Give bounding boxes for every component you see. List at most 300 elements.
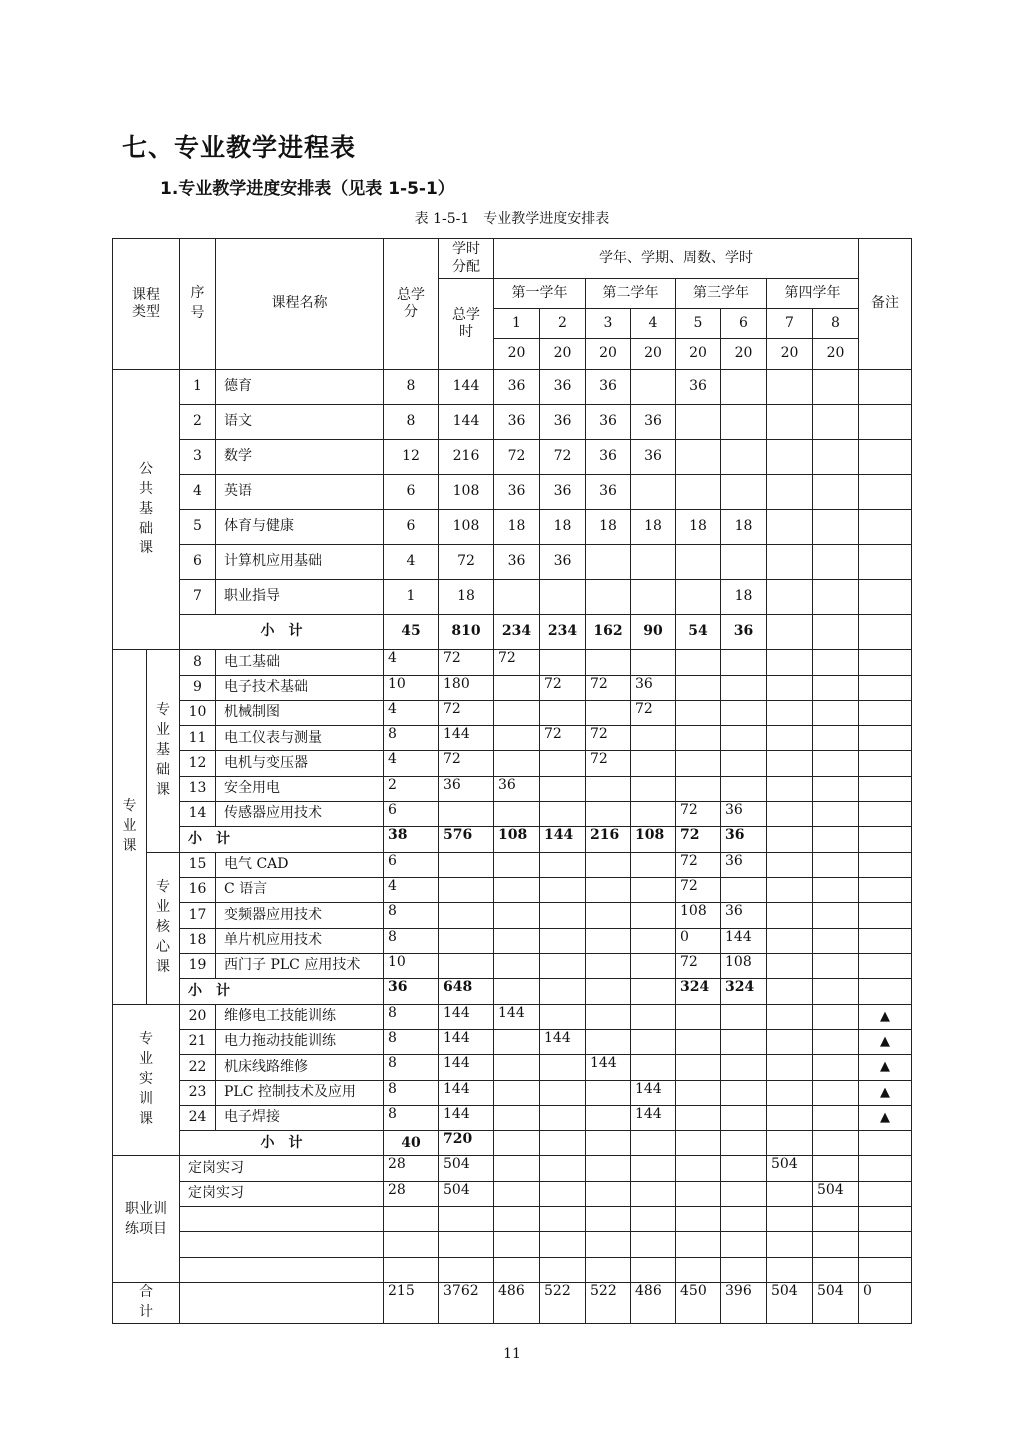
- course-seq: 4: [180, 475, 216, 510]
- empty-cell: [676, 1257, 721, 1282]
- term-3-hours: [586, 650, 631, 675]
- term-3-hours: [586, 979, 631, 1004]
- term-4-hours: [631, 979, 676, 1004]
- term-4-hours: [631, 1029, 676, 1054]
- group-practice: [113, 1004, 180, 1156]
- empty-cell: [631, 1232, 676, 1257]
- term-7-hours: [767, 405, 813, 440]
- term-8-hours: [813, 776, 859, 801]
- total-hours-cell: 648: [439, 979, 494, 1004]
- empty-cell: [494, 1232, 540, 1257]
- term-8-hours: [813, 827, 859, 852]
- term-1-hours: [494, 726, 540, 751]
- remark-cell: ▲: [859, 1105, 912, 1130]
- remark-cell: [859, 370, 912, 405]
- credits-cell: 28: [384, 1156, 439, 1181]
- term-6-hours: [721, 751, 767, 776]
- term-5-hours: [676, 1055, 721, 1080]
- table-row-empty: [113, 1232, 912, 1257]
- total-hours-cell: [439, 878, 494, 903]
- term-7-hours: [767, 751, 813, 776]
- term-2-hours: 72: [540, 675, 586, 700]
- credits-cell: 6: [384, 802, 439, 827]
- total-hours-cell: 144: [439, 1055, 494, 1080]
- table-row-r10: [113, 700, 912, 725]
- term-5-hours: [676, 776, 721, 801]
- table-row-r3: [113, 440, 912, 475]
- empty-cell: [676, 1207, 721, 1232]
- term-8-hours: [813, 852, 859, 877]
- term-1-hours: [494, 979, 540, 1004]
- course-name: 电机与变压器: [216, 751, 384, 776]
- course-name: 安全用电: [216, 776, 384, 801]
- credits-cell: 8: [384, 1080, 439, 1105]
- subtotal-label: 小 计: [180, 1131, 384, 1156]
- term-2-hours: 234: [540, 615, 586, 650]
- header-weeks-term-4: 20: [631, 339, 676, 370]
- term-3-hours: 162: [586, 615, 631, 650]
- term-1-hours: 72: [494, 650, 540, 675]
- term-5-hours: [676, 1181, 721, 1206]
- total-hours-cell: 108: [439, 475, 494, 510]
- term-3-hours: [586, 1004, 631, 1029]
- term-5-hours: [676, 1131, 721, 1156]
- group-major-basic-label: 专业基础课: [156, 702, 170, 798]
- term-1-hours: 36: [494, 475, 540, 510]
- term-6-hours: [721, 1181, 767, 1206]
- term-2-hours: [540, 928, 586, 953]
- header-weeks-term-8: 20: [813, 339, 859, 370]
- term-4-hours: [631, 650, 676, 675]
- term-7-hours: [767, 726, 813, 751]
- remark-cell: [859, 615, 912, 650]
- total-hours-cell: 144: [439, 726, 494, 751]
- training-item-name: 定岗实习: [180, 1156, 384, 1181]
- remark-cell: [859, 852, 912, 877]
- remark-cell: [859, 580, 912, 615]
- term-8-hours: [813, 1131, 859, 1156]
- table-row-empty: [113, 1207, 912, 1232]
- remark-cell: [859, 440, 912, 475]
- empty-cell: [180, 1232, 384, 1257]
- term-2-hours: 36: [540, 370, 586, 405]
- empty-cell: [767, 1232, 813, 1257]
- empty-cell: [586, 1257, 631, 1282]
- term-5-hours: [676, 650, 721, 675]
- credits-cell: 38: [384, 827, 439, 852]
- term-3-hours: 36: [586, 370, 631, 405]
- table-row-r17: [113, 903, 912, 928]
- term-3-hours: [586, 1105, 631, 1130]
- term-4-hours: 486: [631, 1283, 676, 1324]
- sub-heading: 1.专业教学进度安排表（见表 1-5-1）: [160, 179, 455, 199]
- term-3-hours: 36: [586, 405, 631, 440]
- term-6-hours: [721, 1156, 767, 1181]
- credits-cell: 1: [384, 580, 439, 615]
- group-public-basic-label: 公共基础课: [139, 460, 153, 557]
- term-3-hours: [586, 1181, 631, 1206]
- term-8-hours: [813, 580, 859, 615]
- credits-cell: 28: [384, 1181, 439, 1206]
- total-hours-cell: 72: [439, 700, 494, 725]
- remark-cell: [859, 928, 912, 953]
- course-seq: 17: [180, 903, 216, 928]
- term-1-hours: [494, 675, 540, 700]
- term-5-hours: [676, 726, 721, 751]
- term-3-hours: [586, 700, 631, 725]
- header-term-4: 4: [631, 309, 676, 339]
- course-name: C 语言: [216, 878, 384, 903]
- term-8-hours: [813, 475, 859, 510]
- term-2-hours: [540, 979, 586, 1004]
- header-weeks-term-6: 20: [721, 339, 767, 370]
- course-name: PLC 控制技术及应用: [216, 1080, 384, 1105]
- remark-cell: [859, 751, 912, 776]
- course-name: 电力拖动技能训练: [216, 1029, 384, 1054]
- term-3-hours: [586, 903, 631, 928]
- empty-cell: [180, 1207, 384, 1232]
- term-8-hours: [813, 1080, 859, 1105]
- header-term-7: 7: [767, 309, 813, 339]
- table-row-s1: [113, 615, 912, 650]
- total-hours-cell: 504: [439, 1156, 494, 1181]
- term-8-hours: [813, 510, 859, 545]
- course-name: 语文: [216, 405, 384, 440]
- empty-cell: [813, 1257, 859, 1282]
- term-3-hours: 216: [586, 827, 631, 852]
- empty-cell: [813, 1232, 859, 1257]
- remark-cell: [859, 475, 912, 510]
- term-2-hours: 36: [540, 405, 586, 440]
- term-4-hours: 144: [631, 1080, 676, 1105]
- total-hours-cell: 216: [439, 440, 494, 475]
- term-6-hours: [721, 1080, 767, 1105]
- empty-cell: [439, 1257, 494, 1282]
- empty-cell: [631, 1207, 676, 1232]
- course-seq: 24: [180, 1105, 216, 1130]
- course-name: 德育: [216, 370, 384, 405]
- term-7-hours: [767, 615, 813, 650]
- term-5-hours: 54: [676, 615, 721, 650]
- table-row-v2: [113, 1181, 912, 1206]
- header-weeks-term-7: 20: [767, 339, 813, 370]
- term-3-hours: 36: [586, 440, 631, 475]
- term-6-hours: [721, 878, 767, 903]
- remark-cell: [859, 903, 912, 928]
- term-6-hours: 144: [721, 928, 767, 953]
- term-5-hours: 72: [676, 953, 721, 978]
- term-2-hours: 18: [540, 510, 586, 545]
- empty-cell: [586, 1232, 631, 1257]
- credits-cell: 6: [384, 852, 439, 877]
- term-6-hours: [721, 545, 767, 580]
- term-8-hours: [813, 878, 859, 903]
- term-5-hours: 36: [676, 370, 721, 405]
- remark-cell: [859, 405, 912, 440]
- term-5-hours: [676, 405, 721, 440]
- course-name: 传感器应用技术: [216, 802, 384, 827]
- term-5-hours: [676, 1004, 721, 1029]
- term-1-hours: 234: [494, 615, 540, 650]
- term-3-hours: [586, 580, 631, 615]
- term-7-hours: [767, 1181, 813, 1206]
- remark-cell: 0: [859, 1283, 912, 1324]
- header-year-4: 第四学年: [767, 279, 859, 309]
- credits-cell: 4: [384, 751, 439, 776]
- term-4-hours: [631, 726, 676, 751]
- course-name: 计算机应用基础: [216, 545, 384, 580]
- empty-cell: [859, 1232, 912, 1257]
- term-4-hours: [631, 545, 676, 580]
- header-term-2: 2: [540, 309, 586, 339]
- empty-cell: [721, 1207, 767, 1232]
- term-7-hours: [767, 1055, 813, 1080]
- term-6-hours: [721, 726, 767, 751]
- total-hours-cell: 144: [439, 405, 494, 440]
- empty-cell: [384, 1257, 439, 1282]
- header-year-2: 第二学年: [586, 279, 676, 309]
- total-hours-cell: 72: [439, 650, 494, 675]
- remark-cell: [859, 979, 912, 1004]
- empty-cell: [384, 1207, 439, 1232]
- term-6-hours: 18: [721, 580, 767, 615]
- group-major: [113, 650, 147, 1004]
- term-2-hours: [540, 1055, 586, 1080]
- course-seq: 14: [180, 802, 216, 827]
- term-1-hours: [494, 1080, 540, 1105]
- term-8-hours: [813, 1055, 859, 1080]
- course-seq: 11: [180, 726, 216, 751]
- term-6-hours: [721, 776, 767, 801]
- term-1-hours: [494, 852, 540, 877]
- remark-cell: [859, 1156, 912, 1181]
- total-hours-cell: 576: [439, 827, 494, 852]
- term-3-hours: [586, 852, 631, 877]
- total-hours-cell: [439, 928, 494, 953]
- term-3-hours: 522: [586, 1283, 631, 1324]
- table-row-s2: [113, 827, 912, 852]
- term-7-hours: 504: [767, 1283, 813, 1324]
- term-1-hours: 36: [494, 370, 540, 405]
- term-7-hours: [767, 928, 813, 953]
- table-row-r6: [113, 545, 912, 580]
- credits-cell: 12: [384, 440, 439, 475]
- term-1-hours: 36: [494, 405, 540, 440]
- empty-cell: [180, 1283, 384, 1324]
- group-total: [113, 1283, 180, 1324]
- empty-cell: [767, 1207, 813, 1232]
- remark-cell: ▲: [859, 1080, 912, 1105]
- table-row-r15: [113, 852, 912, 877]
- term-5-hours: 72: [676, 878, 721, 903]
- group-major-core-label: 专业核心课: [156, 879, 170, 975]
- term-7-hours: [767, 475, 813, 510]
- group-major-core: [147, 852, 180, 1004]
- term-1-hours: 72: [494, 440, 540, 475]
- credits-cell: 8: [384, 726, 439, 751]
- group-practice-label: 专业实训课: [139, 1031, 153, 1127]
- term-3-hours: 72: [586, 675, 631, 700]
- term-4-hours: [631, 852, 676, 877]
- term-8-hours: [813, 650, 859, 675]
- remark-cell: [859, 726, 912, 751]
- term-8-hours: [813, 1004, 859, 1029]
- term-2-hours: [540, 776, 586, 801]
- term-3-hours: 36: [586, 475, 631, 510]
- empty-cell: [721, 1257, 767, 1282]
- total-hours-cell: 72: [439, 751, 494, 776]
- table-row-r24: [113, 1105, 912, 1130]
- remark-cell: [859, 776, 912, 801]
- term-3-hours: 72: [586, 726, 631, 751]
- term-2-hours: [540, 1156, 586, 1181]
- subtotal-label: 小 计: [180, 979, 384, 1004]
- term-1-hours: 486: [494, 1283, 540, 1324]
- remark-cell: [859, 700, 912, 725]
- term-1-hours: [494, 903, 540, 928]
- term-3-hours: [586, 1131, 631, 1156]
- empty-cell: [384, 1232, 439, 1257]
- term-1-hours: [494, 1131, 540, 1156]
- header-term-6: 6: [721, 309, 767, 339]
- table-row-tot: [113, 1283, 912, 1324]
- term-4-hours: [631, 1156, 676, 1181]
- table-row-r14: [113, 802, 912, 827]
- header-hour-allocation: 学时分配: [439, 239, 494, 279]
- term-5-hours: 72: [676, 827, 721, 852]
- header-term-3: 3: [586, 309, 631, 339]
- term-1-hours: [494, 1029, 540, 1054]
- credits-cell: 8: [384, 1055, 439, 1080]
- term-5-hours: [676, 675, 721, 700]
- teaching-schedule-table: [112, 238, 912, 1324]
- table-row-r12: [113, 751, 912, 776]
- term-7-hours: [767, 903, 813, 928]
- term-7-hours: [767, 580, 813, 615]
- table-row-r8: [113, 650, 912, 675]
- total-hours-cell: 144: [439, 1080, 494, 1105]
- table-row-r2: [113, 405, 912, 440]
- table-row-r16: [113, 878, 912, 903]
- term-7-hours: [767, 1004, 813, 1029]
- table-row-r5: [113, 510, 912, 545]
- term-4-hours: [631, 370, 676, 405]
- term-2-hours: 144: [540, 827, 586, 852]
- header-weeks-term-3: 20: [586, 339, 631, 370]
- table-row-r1: [113, 370, 912, 405]
- term-4-hours: 72: [631, 700, 676, 725]
- term-7-hours: [767, 675, 813, 700]
- empty-cell: [767, 1257, 813, 1282]
- term-4-hours: [631, 776, 676, 801]
- table-row-r7: [113, 580, 912, 615]
- course-seq: 2: [180, 405, 216, 440]
- total-hours-cell: 3762: [439, 1283, 494, 1324]
- term-4-hours: [631, 953, 676, 978]
- remark-cell: [859, 1131, 912, 1156]
- empty-cell: [586, 1207, 631, 1232]
- term-4-hours: [631, 1131, 676, 1156]
- term-4-hours: 36: [631, 405, 676, 440]
- term-4-hours: [631, 475, 676, 510]
- course-name: 变频器应用技术: [216, 903, 384, 928]
- remark-cell: ▲: [859, 1055, 912, 1080]
- term-4-hours: [631, 580, 676, 615]
- term-1-hours: [494, 700, 540, 725]
- table-row-s4: [113, 1131, 912, 1156]
- term-3-hours: [586, 802, 631, 827]
- remark-cell: [859, 878, 912, 903]
- term-6-hours: [721, 650, 767, 675]
- credits-cell: 8: [384, 1004, 439, 1029]
- credits-cell: 8: [384, 903, 439, 928]
- term-6-hours: [721, 675, 767, 700]
- empty-cell: [494, 1207, 540, 1232]
- term-8-hours: [813, 751, 859, 776]
- term-8-hours: [813, 545, 859, 580]
- group-major-basic: [147, 650, 180, 853]
- table-row-r9: [113, 675, 912, 700]
- subtotal-label: 小 计: [180, 827, 384, 852]
- term-8-hours: [813, 979, 859, 1004]
- term-3-hours: 144: [586, 1055, 631, 1080]
- header-course-name: 课程名称: [216, 239, 384, 370]
- total-hours-cell: 144: [439, 1105, 494, 1130]
- term-7-hours: [767, 440, 813, 475]
- term-8-hours: [813, 802, 859, 827]
- term-1-hours: [494, 1105, 540, 1130]
- course-seq: 9: [180, 675, 216, 700]
- term-6-hours: [721, 1029, 767, 1054]
- term-6-hours: 36: [721, 852, 767, 877]
- term-2-hours: 522: [540, 1283, 586, 1324]
- term-3-hours: [586, 928, 631, 953]
- term-5-hours: [676, 580, 721, 615]
- term-8-hours: [813, 405, 859, 440]
- term-6-hours: 396: [721, 1283, 767, 1324]
- term-7-hours: [767, 510, 813, 545]
- term-2-hours: [540, 650, 586, 675]
- credits-cell: 10: [384, 675, 439, 700]
- term-2-hours: [540, 903, 586, 928]
- credits-cell: 6: [384, 475, 439, 510]
- course-seq: 21: [180, 1029, 216, 1054]
- term-6-hours: 36: [721, 615, 767, 650]
- term-6-hours: [721, 1131, 767, 1156]
- term-5-hours: 72: [676, 852, 721, 877]
- total-hours-cell: 180: [439, 675, 494, 700]
- empty-cell: [813, 1207, 859, 1232]
- term-2-hours: [540, 953, 586, 978]
- total-hours-cell: 72: [439, 545, 494, 580]
- term-6-hours: 108: [721, 953, 767, 978]
- course-name: 体育与健康: [216, 510, 384, 545]
- table-row-r13: [113, 776, 912, 801]
- empty-cell: [439, 1207, 494, 1232]
- group-major-label: 专业课: [122, 798, 137, 854]
- term-1-hours: [494, 751, 540, 776]
- term-4-hours: 36: [631, 440, 676, 475]
- table-row-s3: [113, 979, 912, 1004]
- term-2-hours: 36: [540, 475, 586, 510]
- term-8-hours: [813, 675, 859, 700]
- group-vocational-training-label: 职业训练项目: [125, 1200, 167, 1238]
- credits-cell: 8: [384, 405, 439, 440]
- credits-cell: 8: [384, 928, 439, 953]
- term-6-hours: [721, 1055, 767, 1080]
- term-7-hours: [767, 802, 813, 827]
- remark-cell: [859, 827, 912, 852]
